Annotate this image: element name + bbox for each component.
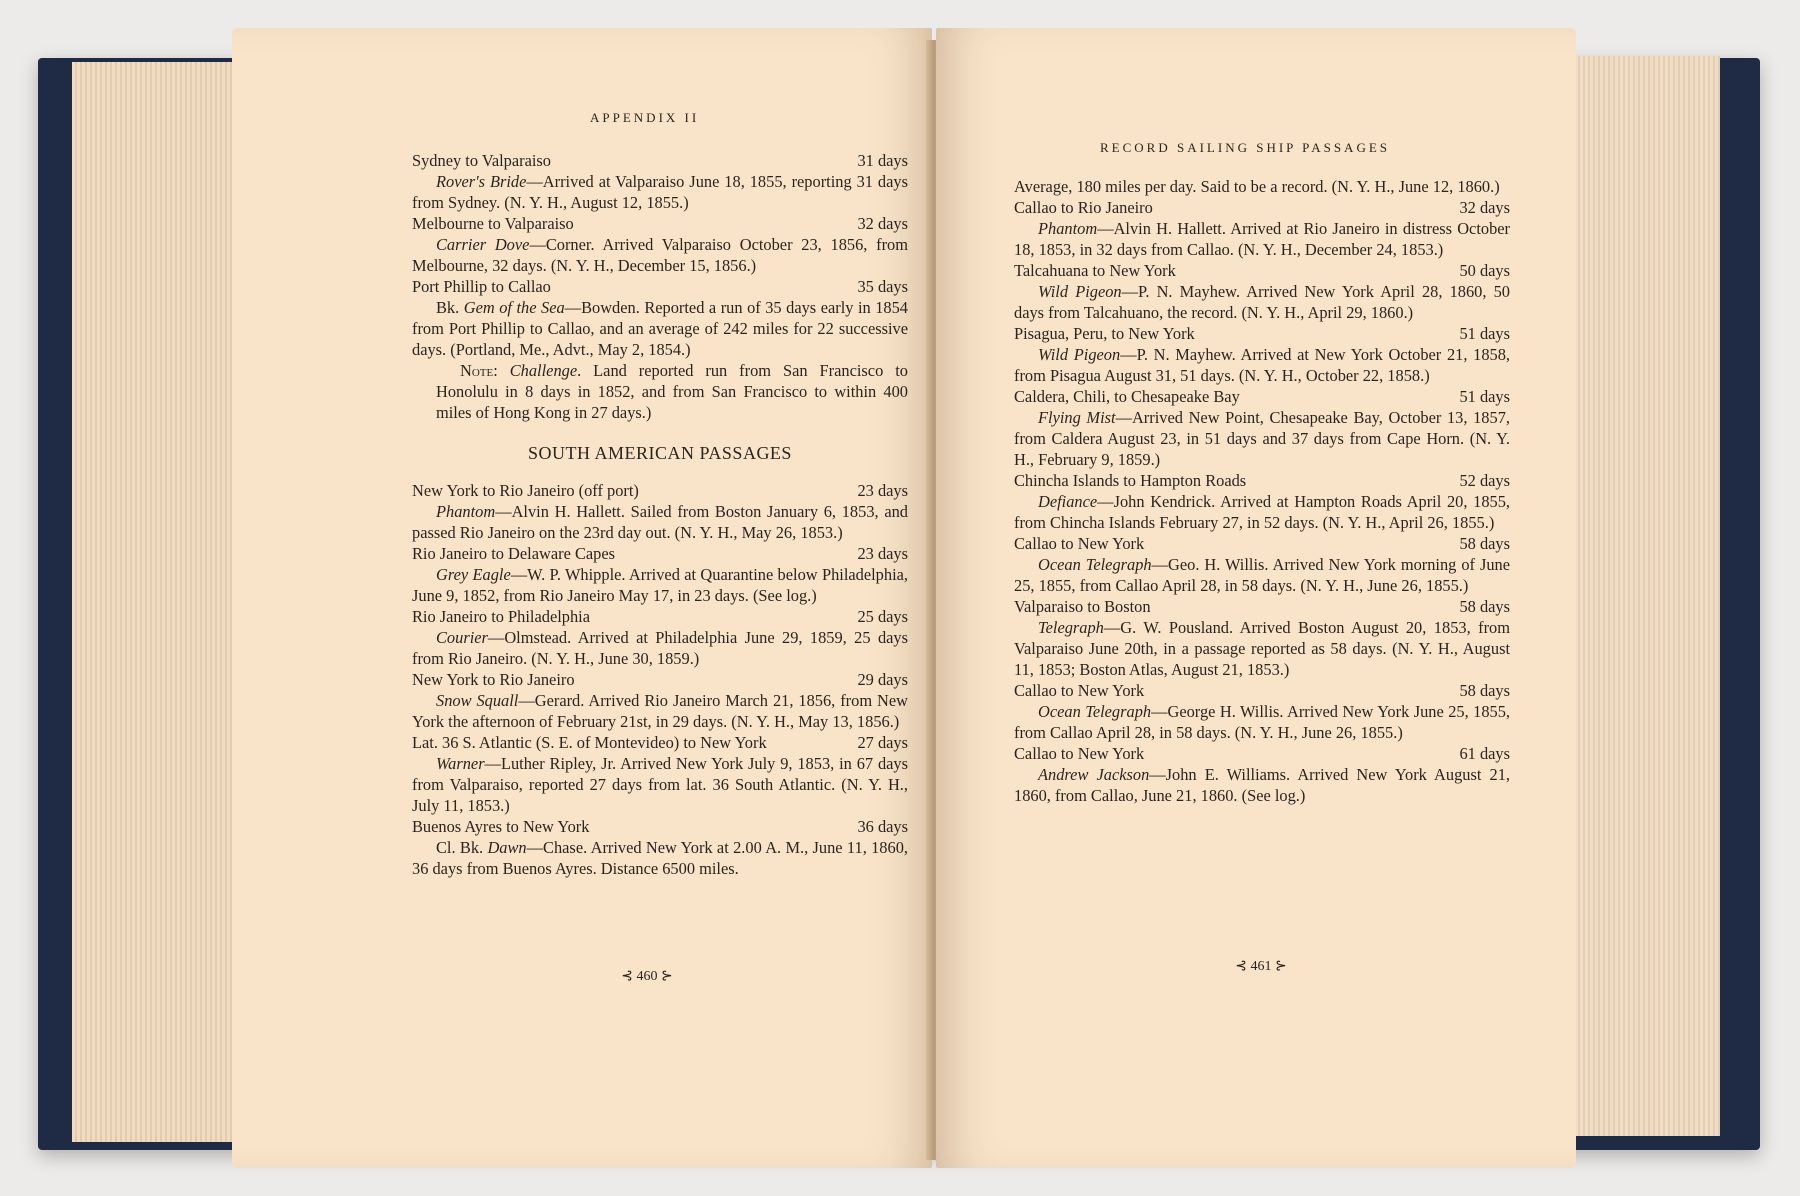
- page-number-right: ⊰ 461 ⊱: [1235, 959, 1287, 974]
- entries-top: [412, 150, 908, 360]
- note-text: . Land reported run from San Francisco to Honolulu in 8 days in 1852, and from San Francisco to within 400 miles of Hong Kong in 27 days.): [436, 361, 908, 422]
- route: Sydney to Valparaiso: [412, 151, 551, 170]
- days: 50 days: [1459, 261, 1510, 280]
- days: 58 days: [1459, 597, 1510, 616]
- days: 32 days: [857, 214, 908, 233]
- vessel-name: Rover's Bride: [436, 172, 527, 191]
- entry-text: —George H. Willis. Arrived New York June 25, 1855, from Callao April 28, in 58 days. (N. Y. H., June 26, 1855.): [1014, 702, 1511, 742]
- vessel-name: Wild Pigeon: [1038, 282, 1122, 301]
- vessel-name: Ocean Telegraph: [1038, 702, 1152, 721]
- route: Callao to Rio Janeiro: [1014, 198, 1153, 217]
- vessel-name: Wild Pigeon: [1038, 345, 1121, 364]
- route: Talcahuana to New York: [1014, 261, 1176, 280]
- entry-text: —Luther Ripley, Jr. Arrived New York July 9, 1853, in 67 days from Valparaiso, reported 27 days from lat. 36 South Atlantic. (N. Y. H., July 11, 1853.): [412, 754, 908, 815]
- entry-text: —Corner. Arrived Valparaiso October 23, 1856, from Melbourne, 32 days. (N. Y. H., December 15, 1856.): [412, 235, 908, 275]
- entry-text: —Arrived New Point, Chesapeake Bay, October 13, 1857, from Caldera August 23, in 51 days and 37 days from Cape Horn. (N. Y. H., February 9, 1859.): [1014, 408, 1510, 469]
- entry-text: —John Kendrick. Arrived at Hampton Roads April 20, 1855, from Chincha Islands February 27, in 52 days. (N. Y. H., April 26, 1855.): [1014, 492, 1510, 532]
- running-head-left: APPENDIX II: [590, 110, 700, 125]
- vessel-name: Telegraph: [1038, 618, 1104, 637]
- entry-text: —G. W. Pousland. Arrived Boston August 20, 1853, from Valparaiso June 20th, in a passage reported as 58 days. (N. Y. H., August 11, 1853; Boston Atlas, August 21, 1853.): [1014, 618, 1510, 679]
- vessel-name: Ocean Telegraph: [1038, 555, 1152, 574]
- passage-entry: [412, 543, 908, 606]
- vessel-name: Defiance: [1038, 492, 1098, 511]
- passage-entry: [1014, 533, 1510, 596]
- vessel-prefix: Bk.: [436, 298, 464, 317]
- days: 35 days: [857, 277, 908, 296]
- route: Port Phillip to Callao: [412, 277, 551, 296]
- vessel-name: Gem of the Sea: [463, 298, 565, 317]
- vessel-name: Courier: [436, 628, 488, 647]
- section-heading: SOUTH AMERICAN PASSAGES: [528, 443, 792, 463]
- passage-entry: [412, 669, 908, 732]
- entry-text: —W. P. Whipple. Arrived at Quarantine below Philadelphia, June 9, 1852, from Rio Janeiro May 17, in 23 days. (See log.): [412, 565, 908, 605]
- passage-entry: [412, 480, 908, 543]
- entry-text: —John E. Williams. Arrived New York August 21, 1860, from Callao, June 21, 1860. (See log.): [1014, 765, 1510, 805]
- continuation-text: Average, 180 miles per day. Said to be a record. (N. Y. H., June 12, 1860.): [1014, 177, 1500, 196]
- route: Buenos Ayres to New York: [412, 817, 590, 836]
- passage-entry: [412, 816, 908, 879]
- passage-entry: [1014, 680, 1510, 743]
- entry-text: —Arrived at Valparaiso June 18, 1855, reporting 31 days from Sydney. (N. Y. H., August 12, 1855.): [412, 172, 908, 212]
- passage-entry: [1014, 596, 1510, 680]
- entry-text: —Olmstead. Arrived at Philadelphia June 29, 1859, 25 days from Rio Janeiro. (N. Y. H., June 30, 1859.): [412, 628, 908, 668]
- passage-entry: [412, 606, 908, 669]
- days: 23 days: [857, 544, 908, 563]
- days: 61 days: [1459, 744, 1510, 763]
- passage-entry: [412, 732, 908, 816]
- note-label: Note:: [460, 361, 510, 380]
- route: Callao to New York: [1014, 744, 1145, 763]
- passage-entry: [412, 213, 908, 276]
- route: Caldera, Chili, to Chesapeake Bay: [1014, 387, 1240, 406]
- passage-entry: [1014, 470, 1510, 533]
- vessel-name: Andrew Jackson: [1038, 765, 1150, 784]
- days: 58 days: [1459, 534, 1510, 553]
- days: 52 days: [1459, 471, 1510, 490]
- entry-text: —Geo. H. Willis. Arrived New York morning of June 25, 1855, from Callao April 28, in 58 days. (N. Y. H., June 26, 1855.): [1014, 555, 1510, 595]
- route: Pisagua, Peru, to New York: [1014, 324, 1195, 343]
- vessel-name: Warner: [436, 754, 485, 773]
- days: 23 days: [857, 481, 908, 500]
- left-text-block: [412, 150, 908, 879]
- entry-text: —Chase. Arrived New York at 2.00 A. M., June 11, 1860, 36 days from Buenos Ayres. Distance 6500 miles.: [412, 838, 908, 878]
- vessel-name: Dawn: [487, 838, 527, 857]
- passage-entry: [1014, 197, 1510, 260]
- days: 51 days: [1459, 387, 1510, 406]
- days: 51 days: [1459, 324, 1510, 343]
- vessel-name: Phantom: [1038, 219, 1098, 238]
- entry-text: —Alvin H. Hallett. Arrived at Rio Janeiro in distress October 18, 1853, in 32 days from Callao. (N. Y. H., December 24, 1853.): [1014, 219, 1510, 259]
- route: Valparaiso to Boston: [1014, 597, 1151, 616]
- running-head-right: RECORD SAILING SHIP PASSAGES: [1100, 140, 1391, 155]
- route: Rio Janeiro to Delaware Capes: [412, 544, 615, 563]
- vessel-name: Grey Eagle: [436, 565, 511, 584]
- entry-text: —Bowden. Reported a run of 35 days early in 1854 from Port Phillip to Callao, and an average of 242 miles for 22 successive days. (Portland, Me., Advt., May 2, 1854.): [412, 298, 909, 359]
- vessel-name: Challenge: [509, 361, 578, 380]
- vessel-name: Flying Mist: [1038, 408, 1116, 427]
- days: 29 days: [857, 670, 908, 689]
- passage-entry: [1014, 743, 1510, 806]
- right-text-block: [1014, 176, 1510, 806]
- days: 25 days: [857, 607, 908, 626]
- route: Chincha Islands to Hampton Roads: [1014, 471, 1247, 490]
- route: Melbourne to Valparaiso: [412, 214, 574, 233]
- days: 58 days: [1459, 681, 1510, 700]
- entry-text: —P. N. Mayhew. Arrived New York April 28, 1860, 50 days from Talcahuano, the record. (N. Y. H., April 29, 1860.): [1014, 282, 1511, 322]
- vessel-name: Phantom: [436, 502, 496, 521]
- route: Callao to New York: [1014, 534, 1145, 553]
- days: 32 days: [1459, 198, 1510, 217]
- entry-text: —Gerard. Arrived Rio Janeiro March 21, 1856, from New York the afternoon of February 21st, in 29 days. (N. Y. H., May 13, 1856.): [412, 691, 908, 731]
- passage-entry: [1014, 260, 1510, 323]
- days: 36 days: [857, 817, 908, 836]
- left-page: [232, 28, 932, 1168]
- route: Lat. 36 S. Atlantic (S. E. of Montevideo) to New York: [412, 733, 767, 752]
- route: Callao to New York: [1014, 681, 1145, 700]
- page-number-left: ⊰ 460 ⊱: [621, 969, 673, 984]
- page-edges-left: [72, 62, 242, 1142]
- vessel-prefix: Cl. Bk.: [436, 838, 488, 857]
- days: 27 days: [857, 733, 908, 752]
- passage-entry: [1014, 386, 1510, 470]
- right-page: [936, 28, 1576, 1168]
- days: 31 days: [857, 151, 908, 170]
- note-paragraph: [436, 360, 908, 423]
- route: New York to Rio Janeiro: [412, 670, 575, 689]
- vessel-name: Carrier Dove: [436, 235, 530, 254]
- route: Rio Janeiro to Philadelphia: [412, 607, 590, 626]
- entry-text: —Alvin H. Hallett. Sailed from Boston January 6, 1853, and passed Rio Janeiro on the 23rd day out. (N. Y. H., May 26, 1853.): [412, 502, 908, 542]
- entries-bottom: [412, 480, 908, 879]
- passage-entry: [412, 150, 908, 213]
- passage-entry: [1014, 323, 1510, 386]
- route: New York to Rio Janeiro (off port): [412, 481, 639, 500]
- passage-entry: [412, 276, 908, 360]
- entry-text: —P. N. Mayhew. Arrived at New York October 21, 1858, from Pisagua August 31, 51 days. (N. Y. H., October 22, 1858.): [1014, 345, 1511, 385]
- vessel-name: Snow Squall: [436, 691, 519, 710]
